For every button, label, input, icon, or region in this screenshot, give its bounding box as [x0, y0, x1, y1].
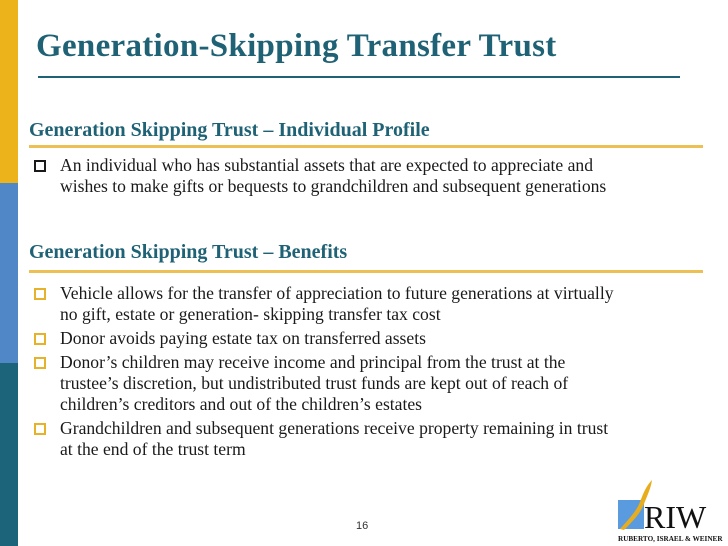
page-number: 16: [356, 520, 369, 532]
bullet-text: Grandchildren and subsequent generations receive property remaining in trust: [60, 418, 609, 438]
accent-bar-teal: [0, 363, 18, 546]
logo-mark: RIW: [644, 499, 707, 535]
bullet-text: Donor avoids paying estate tax on transferred assets: [60, 328, 426, 348]
slide-title: Generation-Skipping Transfer Trust: [36, 28, 557, 64]
logo-firm-name: RUBERTO, ISRAEL & WEINER: [618, 535, 723, 543]
section-heading-profile: Generation Skipping Trust – Individual Profile: [29, 119, 430, 141]
list-item: [34, 155, 606, 197]
list-item: [34, 418, 614, 460]
benefits-bullet-list: [34, 283, 614, 463]
square-bullet-icon: [34, 333, 46, 345]
profile-bullet-list: [34, 155, 606, 200]
accent-bar-blue: [0, 183, 18, 363]
bullet-text: no gift, estate or generation- skipping transfer tax cost: [60, 304, 441, 324]
section-divider: [29, 145, 703, 148]
section-divider: [29, 270, 703, 273]
bullet-text: trustee’s discretion, but undistributed trust funds are kept out of reach of: [60, 373, 569, 393]
bullet-text: Donor’s children may receive income and principal from the trust at the: [60, 352, 566, 372]
section-heading-benefits: Generation Skipping Trust – Benefits: [29, 241, 348, 263]
bullet-text: Vehicle allows for the transfer of appreciation to future generations at virtually: [60, 283, 614, 303]
square-bullet-icon: [34, 357, 46, 369]
list-item: [34, 283, 614, 325]
accent-bar-yellow: [0, 0, 18, 183]
bullet-text: wishes to make gifts or bequests to grandchildren and subsequent generations: [60, 176, 607, 196]
square-bullet-icon: [34, 423, 46, 435]
list-item: [34, 352, 614, 415]
bullet-text: children’s creditors and out of the children’s estates: [60, 394, 423, 414]
bullet-text: An individual who has substantial assets that are expected to appreciate and: [60, 155, 594, 175]
square-bullet-icon: [34, 160, 46, 172]
square-bullet-icon: [34, 288, 46, 300]
riw-logo: [616, 476, 728, 546]
list-item: [34, 328, 614, 349]
bullet-text: at the end of the trust term: [60, 439, 246, 459]
title-divider: [38, 76, 680, 78]
